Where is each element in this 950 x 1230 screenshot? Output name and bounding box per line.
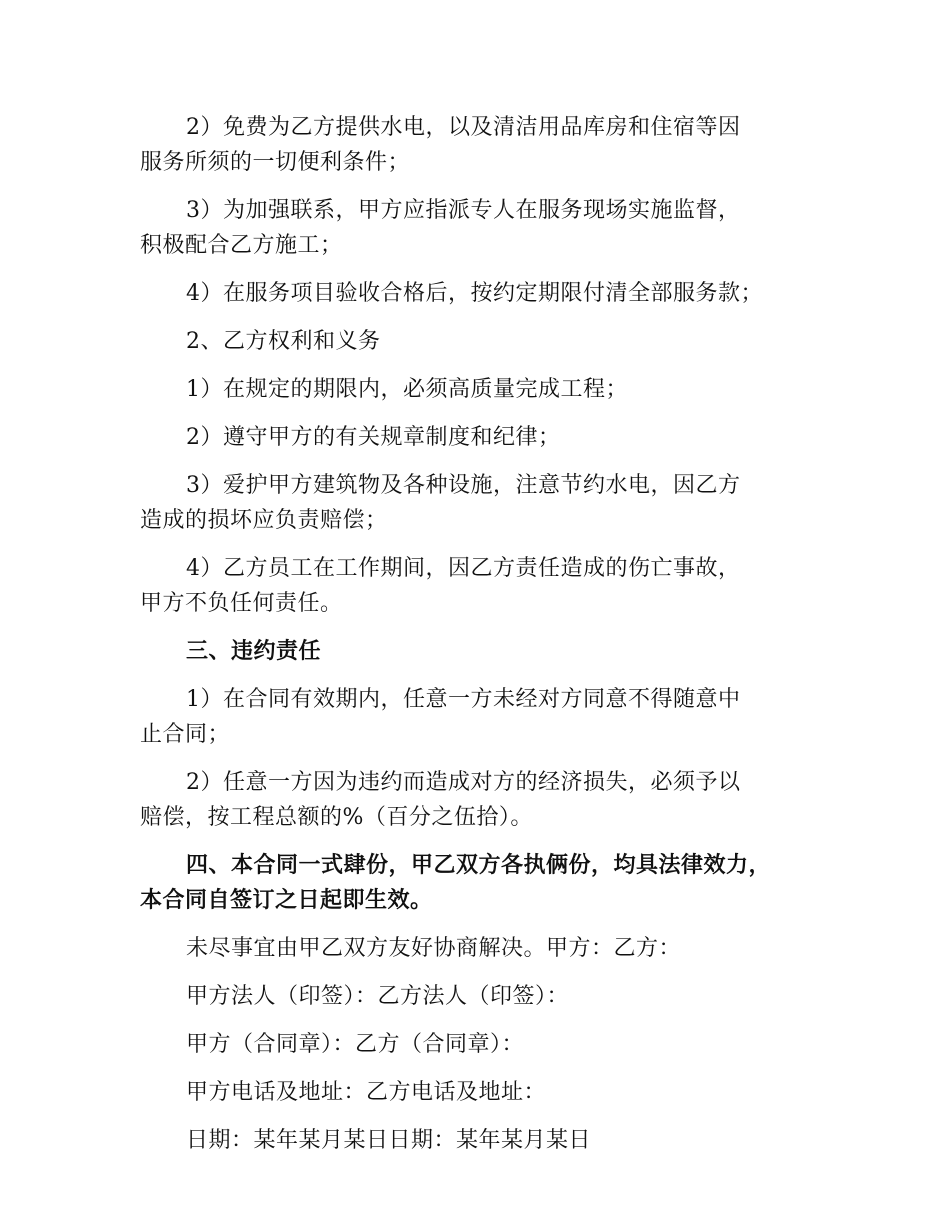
paragraph-party-b-duty-4 (140, 551, 820, 621)
paragraph-unresolved-matters (140, 931, 820, 966)
text-line: 未尽事宜由甲乙双方友好协商解决。甲方：乙方： (186, 936, 682, 961)
text-line: 积极配合乙方施工； (140, 233, 343, 258)
text-line: 甲方不负任何责任。 (140, 591, 343, 616)
text-line: 2）遵守甲方的有关规章制度和纪律； (186, 425, 561, 450)
section-heading-breach-liability (140, 634, 820, 669)
text-line: 4）乙方员工在工作期间，因乙方责任造成的伤亡事故， (186, 556, 741, 581)
paragraph-breach-1 (140, 682, 820, 752)
text-line: 3）爱护甲方建筑物及各种设施，注意节约水电，因乙方 (186, 473, 741, 498)
paragraph-party-a-duty-4 (140, 276, 820, 311)
paragraph-party-a-duty-2 (140, 110, 820, 180)
text-line: 赔偿，按工程总额的%（百分之伍拾）。 (140, 805, 533, 830)
document-page (140, 110, 820, 1171)
text-line: 2）免费为乙方提供水电，以及清洁用品库房和住宿等因 (186, 115, 741, 140)
paragraph-party-b-duty-2 (140, 420, 820, 455)
text-line: 三、违约责任 (186, 639, 322, 664)
signature-legal-person-line (140, 979, 820, 1014)
paragraph-party-b-duty-1 (140, 372, 820, 407)
paragraph-party-b-duty-3 (140, 468, 820, 538)
text-line: 1）在规定的期限内，必须高质量完成工程； (186, 377, 628, 402)
signature-contact-line (140, 1075, 820, 1110)
signature-seal-line (140, 1027, 820, 1062)
text-line: 4）在服务项目验收合格后，按约定期限付清全部服务款； (186, 281, 763, 306)
text-line: 2）任意一方因为违约而造成对方的经济损失，必须予以 (186, 770, 741, 795)
section-heading-contract-copies (140, 848, 820, 918)
text-line: 本合同自签订之日起即生效。 (140, 888, 433, 913)
text-line: 日期：某年某月某日日期：某年某月某日 (186, 1128, 592, 1153)
text-line: 3）为加强联系，甲方应指派专人在服务现场实施监督， (186, 198, 741, 223)
text-line: 甲方法人（印签）：乙方法人（印签）： (186, 984, 570, 1009)
section-heading-party-b-rights (140, 324, 820, 359)
signature-date-line (140, 1123, 820, 1158)
text-line: 2、乙方权利和义务 (186, 329, 381, 354)
paragraph-breach-2 (140, 765, 820, 835)
text-line: 止合同； (140, 722, 231, 747)
text-line: 四、本合同一式肆份，甲乙双方各执俩份，均具法律效力， (186, 853, 772, 878)
text-line: 造成的损坏应负责赔偿； (140, 508, 388, 533)
text-line: 1）在合同有效期内，任意一方未经对方同意不得随意中 (186, 687, 741, 712)
text-line: 服务所须的一切便利条件； (140, 150, 411, 175)
paragraph-party-a-duty-3 (140, 193, 820, 263)
text-line: 甲方（合同章）：乙方（合同章）： (186, 1032, 525, 1057)
text-line: 甲方电话及地址：乙方电话及地址： (186, 1080, 547, 1105)
